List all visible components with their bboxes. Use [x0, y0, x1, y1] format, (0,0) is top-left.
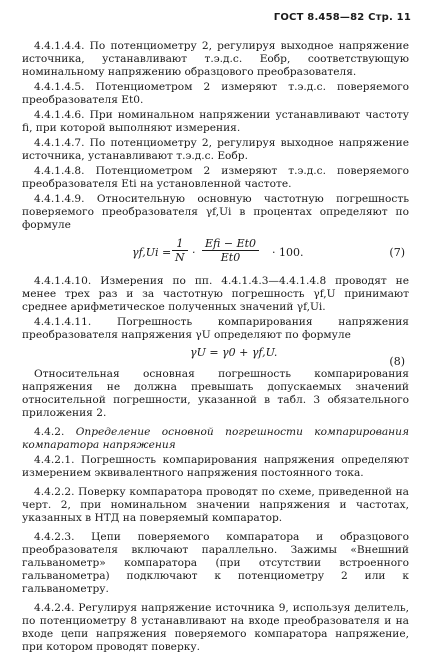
paragraph: 4.4.2.2. Поверку компаратора проводят по схеме, приведенной на черт. 2, при номинальном значении напряжения и частотах, указанных в НТД на поверяемый компаратор.: [22, 486, 409, 524]
formula-dot: ·: [192, 246, 196, 259]
fraction-numerator: Efi − Et0: [202, 237, 259, 251]
section-number: 4.4.2.: [34, 426, 76, 438]
fraction-emf: [202, 237, 259, 264]
paragraph: 4.4.1.4.8. Потенциометром 2 измеряют т.э.д.с. поверяемого преобразователя Eti на установленной частоте.: [22, 165, 409, 190]
paragraph: 4.4.2.3. Цепи поверяемого компаратора и образцового преобразователя включают параллельно. Зажимы «Внешний гальванометр» компаратора (при отсутствии встроенного гальванометра) подключают к потенциометру 2 или к гальванометру.: [22, 531, 409, 595]
paragraph: 4.4.1.4.5. Потенциометром 2 измеряют т.э.д.с. поверяемого преобразователя Et0.: [22, 81, 409, 106]
paragraph: 4.4.2.4. Регулируя напряжение источника 9, используя делитель, по потенциометру 8 устанавливают на входе преобразователя и на входе цепи напряжения поверяемого компаратора напряжение, при котором проводят поверку.: [22, 602, 409, 653]
fraction-numerator: 1: [172, 237, 188, 251]
document-body: [22, 40, 409, 654]
fraction-denominator: Et0: [220, 251, 241, 264]
paragraph: 4.4.1.4.9. Относительную основную частотную погрешность поверяемого преобразователя γf,Ui в процентах определяют по формуле: [22, 193, 409, 231]
section-title: Определение основной погрешности компарирования компаратора напряжения: [22, 426, 409, 451]
formula-tail: · 100.: [272, 246, 304, 259]
formula-number: (7): [389, 246, 405, 259]
paragraph: 4.4.1.4.6. При номинальном напряжении устанавливают частоту fi, при которой выполняют измерения.: [22, 109, 409, 134]
formula-7: [22, 235, 409, 269]
paragraph: Относительная основная погрешность компарирования напряжения не должна превышать допускаемых значений относительной погрешности, указанной в табл. 3 обязательного приложения 2.: [22, 368, 409, 419]
formula-number: (8): [389, 355, 405, 368]
fraction-one-over-n: [172, 237, 188, 264]
formula-8: [22, 344, 409, 368]
paragraph: 4.4.1.4.11. Погрешность компарирования напряжения преобразователя напряжения γU определяют по формуле: [22, 316, 409, 341]
fraction-denominator: N: [175, 251, 185, 264]
paragraph: 4.4.1.4.10. Измерения по пп. 4.4.1.4.3—4.4.1.4.8 проводят не менее трех раз и за частотную погрешность γf,U принимают среднее арифметическое полученных значений γf,Ui.: [22, 275, 409, 313]
paragraph: 4.4.1.4.7. По потенциометру 2, регулируя выходное напряжение источника, устанавливают т.э.д.с. Eобр.: [22, 137, 409, 162]
page-header: ГОСТ 8.458—82 Стр. 11: [273, 12, 411, 23]
paragraph: 4.4.2.1. Погрешность компарирования напряжения определяют измерением эквивалентного напряжения постоянного тока.: [22, 454, 409, 479]
section-heading: [22, 426, 409, 452]
paragraph: 4.4.1.4.4. По потенциометру 2, регулируя выходное напряжение источника, устанавливают т.э.д.с. Eобр, соответствующую номинальному напряжению образцового преобразователя.: [22, 40, 409, 78]
formula-expression: γU = γ0 + γf,U.: [190, 346, 278, 359]
formula-lhs: γf,Ui =: [132, 246, 172, 259]
